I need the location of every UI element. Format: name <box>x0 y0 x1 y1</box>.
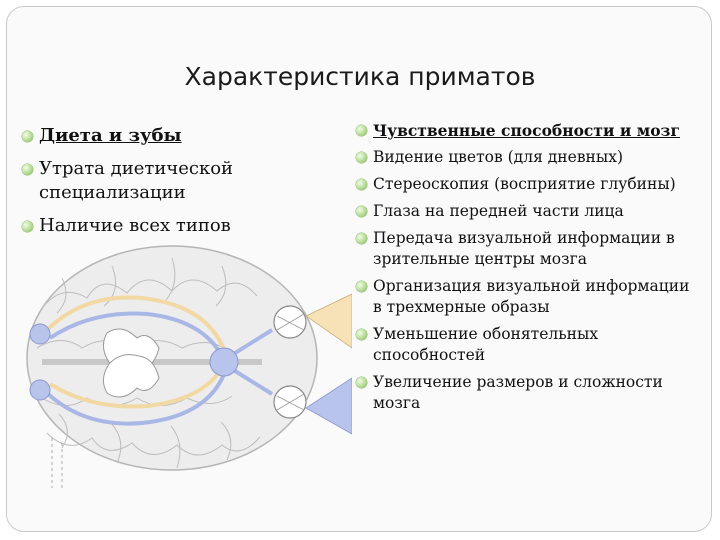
list-item-text: Утрата диетической специализации <box>39 158 234 203</box>
list-item-text: Организация визуальной информации в трехмерные образы <box>373 277 690 316</box>
list-item <box>356 372 701 414</box>
list-item-text: Чувственные способности и мозг <box>373 121 680 140</box>
bullet-icon <box>356 329 367 340</box>
list-item <box>356 324 701 366</box>
list-item <box>356 201 701 222</box>
bullet-icon <box>356 206 367 217</box>
list-item-text: Увеличение размеров и сложности мозга <box>373 373 663 412</box>
list-item-text: Передача визуальной информации в зрительные центры мозга <box>373 229 675 268</box>
list-item-text: Наличие всех типов <box>39 215 231 236</box>
list-item <box>356 228 701 270</box>
list-item-text: Глаза на передней части лица <box>373 202 624 220</box>
list-item <box>356 174 701 195</box>
bullet-icon <box>22 221 33 232</box>
bullet-icon <box>356 233 367 244</box>
bullet-icon <box>356 125 367 136</box>
brain-visual-pathway-icon <box>22 238 352 488</box>
slide-title: Характеристика приматов <box>184 62 536 91</box>
list-item <box>356 120 701 141</box>
list-item <box>22 214 322 238</box>
bullet-icon <box>356 281 367 292</box>
list-item-text: Стереоскопия (восприятие глубины) <box>373 175 676 193</box>
list-item <box>22 124 322 148</box>
list-item <box>356 276 701 318</box>
right-bullet-list <box>356 120 701 420</box>
bullet-icon <box>356 179 367 190</box>
bullet-icon <box>22 164 33 175</box>
list-item-text: Диета и зубы <box>39 125 182 146</box>
list-item-text: Уменьшение обонятельных способностей <box>373 325 599 364</box>
list-item <box>22 157 322 205</box>
list-item <box>356 147 701 168</box>
left-bullet-list <box>22 124 322 247</box>
bullet-icon <box>22 131 33 142</box>
bullet-icon <box>356 152 367 163</box>
bullet-icon <box>356 377 367 388</box>
list-item-text: Видение цветов (для дневных) <box>373 148 623 166</box>
